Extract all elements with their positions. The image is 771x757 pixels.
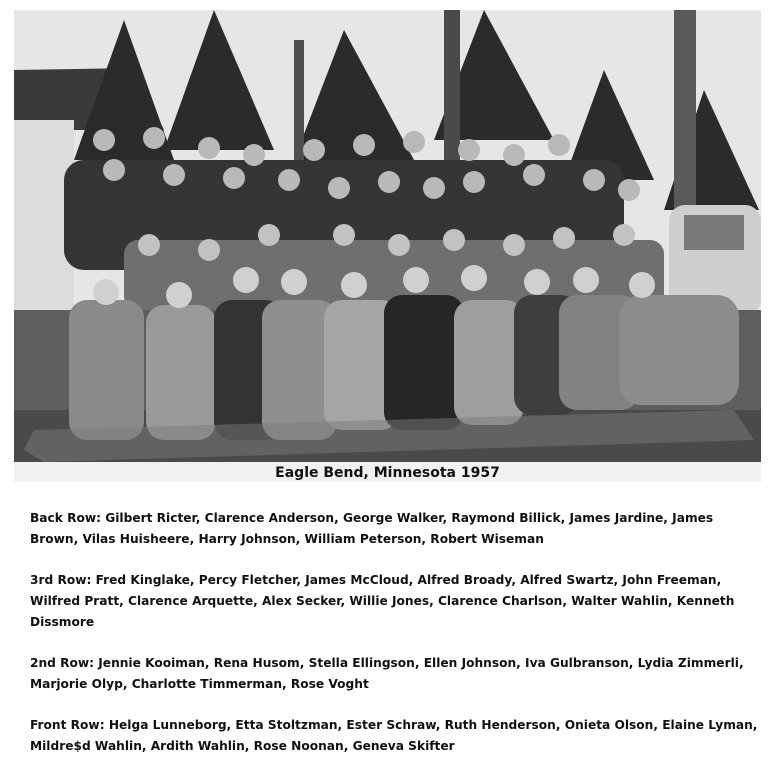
third-row-names bbox=[30, 570, 765, 633]
group-photo-image bbox=[14, 10, 761, 462]
row-label: 2nd Row: bbox=[30, 656, 95, 670]
row-label: 3rd Row: bbox=[30, 573, 92, 587]
group-photo bbox=[14, 10, 761, 462]
row-names: Fred Kinglake, Percy Fletcher, James McCloud, Alfred Broady, Alfred Swartz, John Freeman, Wilfred Pratt, Clarence Arquette, Alex Secker, Willie Jones, Clarence Charlson, Walter Wahlin, Kenneth Dissmore bbox=[30, 573, 735, 629]
row-names: Jennie Kooiman, Rena Husom, Stella Ellingson, Ellen Johnson, Iva Gulbranson, Lydia Zimmerli, Marjorie Olyp, Charlotte Timmerman, Rose Voght bbox=[30, 656, 744, 691]
second-row-names bbox=[30, 653, 765, 695]
row-label: Front Row: bbox=[30, 718, 105, 732]
group-photo-frame bbox=[14, 10, 761, 482]
row-names: Gilbert Ricter, Clarence Anderson, George Walker, Raymond Billick, James Jardine, James Brown, Vilas Huisheere, Harry Johnson, William Peterson, Robert Wiseman bbox=[30, 511, 714, 546]
names-list bbox=[30, 508, 765, 757]
row-label: Back Row: bbox=[30, 511, 101, 525]
front-row-names bbox=[30, 715, 765, 757]
back-row-names bbox=[30, 508, 765, 550]
photo-caption: Eagle Bend, Minnesota 1957 bbox=[275, 465, 500, 481]
row-names: Helga Lunneborg, Etta Stoltzman, Ester Schraw, Ruth Henderson, Onieta Olson, Elaine Lyman, Mildre$d Wahlin, Ardith Wahlin, Rose Noonan, Geneva Skifter bbox=[30, 718, 758, 753]
